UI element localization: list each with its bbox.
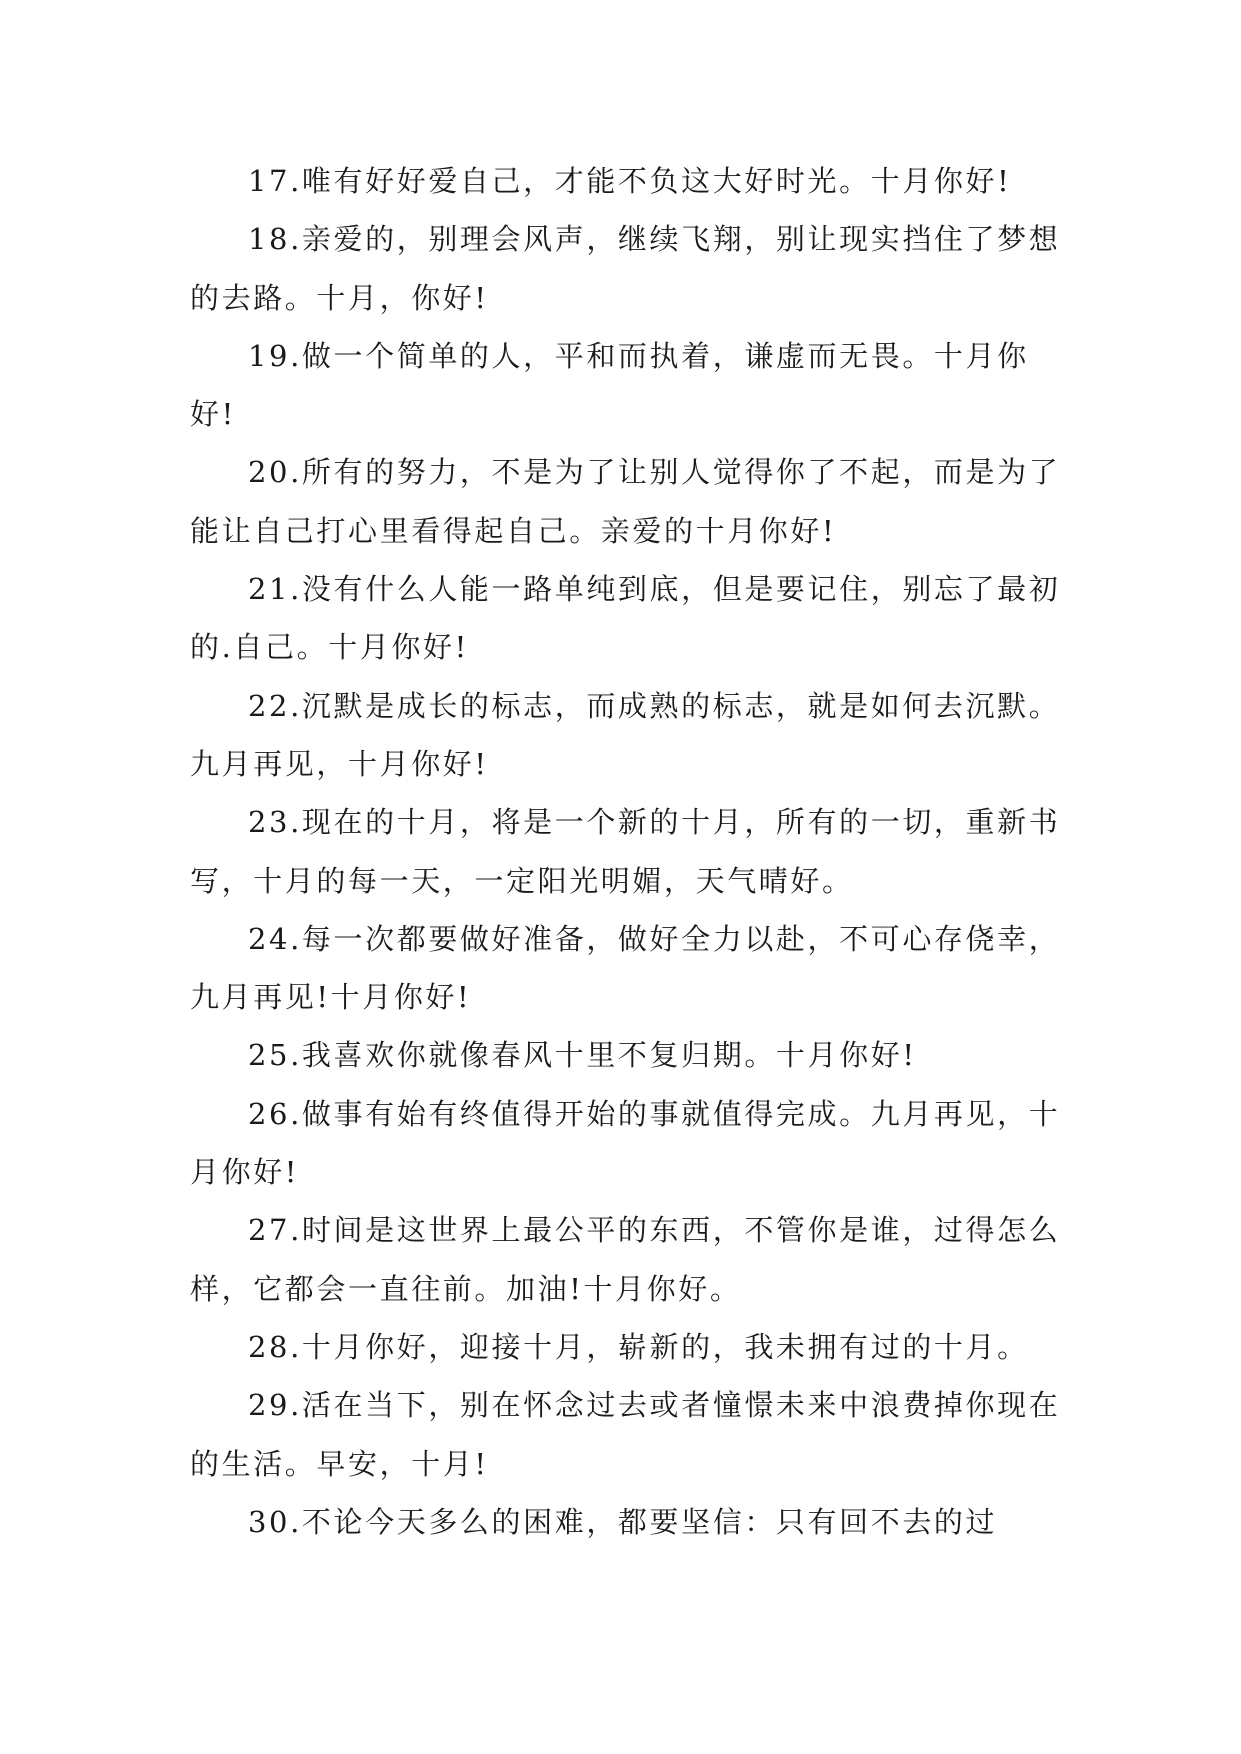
paragraph-24: 24.每一次都要做好准备，做好全力以赴，不可心存侥幸，九月再见!十月你好! [190, 921, 1061, 1015]
paragraph-19: 19.做一个简单的人，平和而执着，谦虚而无畏。十月你好! [190, 338, 1029, 432]
paragraph-26: 26.做事有始有终值得开始的事就值得完成。九月再见，十月你好! [190, 1096, 1061, 1190]
paragraph-17: 17.唯有好好爱自己，才能不负这大好时光。十月你好! [248, 164, 1012, 198]
paragraph-27: 27.时间是这世界上最公平的东西，不管你是谁，过得怎么样，它都会一直往前。加油!十月你好。 [190, 1213, 1061, 1306]
paragraph-30: 30.不论今天多么的困难，都要坚信：只有回不去的过 [248, 1504, 998, 1539]
paragraph-25: 25.我喜欢你就像春风十里不复归期。十月你好! [248, 1038, 917, 1073]
document-page [190, 152, 1070, 1551]
paragraph-28: 28.十月你好，迎接十月，崭新的，我未拥有过的十月。 [248, 1329, 1029, 1364]
paragraph-18: 18.亲爱的，别理会风声，继续飞翔，别让现实挡住了梦想的去路。十月，你好! [190, 222, 1061, 315]
paragraph-29: 29.活在当下，别在怀念过去或者憧憬未来中浪费掉你现在的生活。早安，十月! [190, 1388, 1061, 1481]
paragraph-22: 22.沉默是成长的标志，而成熟的标志，就是如何去沉默。九月再见，十月你好! [190, 688, 1061, 781]
paragraph-21: 21.没有什么人能一路单纯到底，但是要记住，别忘了最初的.自己。十月你好! [190, 572, 1061, 665]
paragraph-23: 23.现在的十月，将是一个新的十月，所有的一切，重新书写，十月的每一天，一定阳光明媚，天气晴好。 [190, 805, 1061, 898]
paragraph-20: 20.所有的努力，不是为了让别人觉得你了不起，而是为了能让自己打心里看得起自己。亲爱的十月你好! [190, 455, 1061, 548]
